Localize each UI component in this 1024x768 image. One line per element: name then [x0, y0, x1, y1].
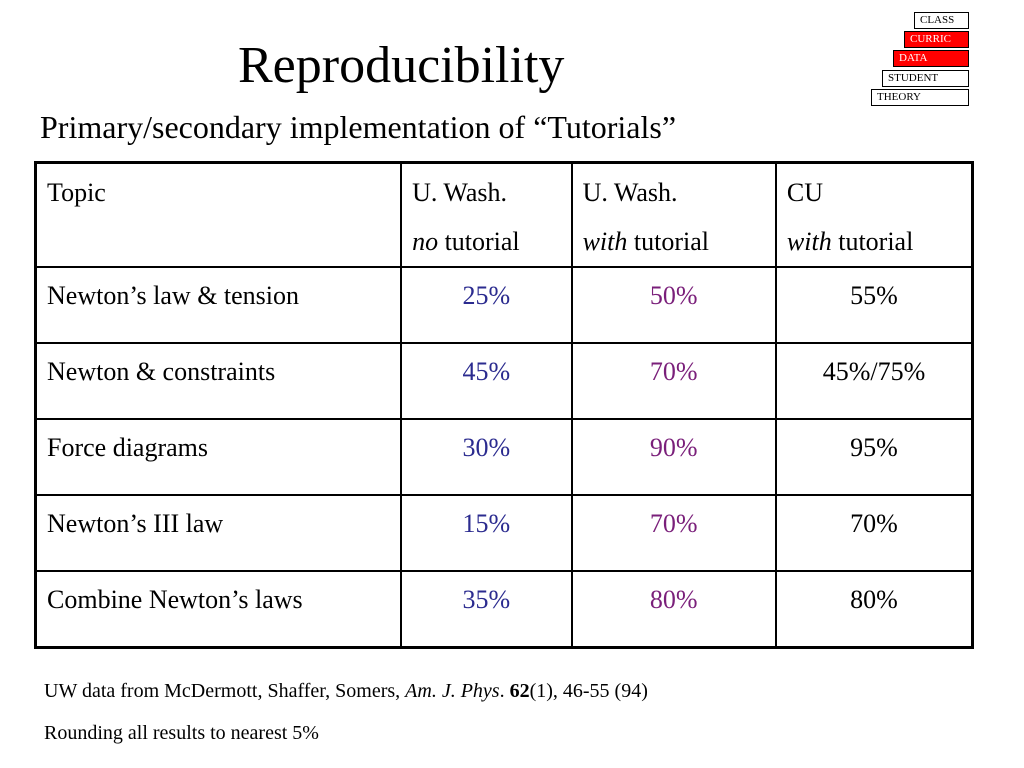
- table-row: [36, 419, 973, 495]
- citation-journal: Am. J. Phys: [405, 680, 500, 702]
- header-uw-no-rest: tutorial: [438, 227, 520, 256]
- cell-uw-with: 70%: [572, 495, 776, 571]
- cell-uw-with: 90%: [572, 419, 776, 495]
- citation-prefix: UW data from McDermott, Shaffer, Somers,: [44, 680, 406, 702]
- cell-cu-with: 70%: [776, 495, 973, 571]
- header-uw-no-em: no: [412, 227, 439, 256]
- nav-class-button[interactable]: CLASS: [914, 12, 969, 29]
- header-uw-with-line1: U. Wash.: [582, 178, 678, 207]
- header-uw-with-em: with: [582, 227, 628, 256]
- cell-cu-with: 95%: [776, 419, 973, 495]
- cell-cu-with: 80%: [776, 571, 973, 647]
- header-cu-with-line1: CU: [786, 178, 824, 207]
- header-uw-no-line1: U. Wash.: [412, 178, 507, 207]
- cell-topic: Force diagrams: [36, 419, 402, 495]
- cell-uw-no: 25%: [401, 267, 572, 343]
- table-row: [36, 571, 973, 647]
- nav-student-button[interactable]: STUDENT: [882, 70, 969, 87]
- nav-theory-button[interactable]: THEORY: [871, 89, 969, 106]
- cell-cu-with: 55%: [776, 267, 973, 343]
- citation-volume: 62: [509, 680, 530, 702]
- cell-topic: Newton & constraints: [36, 343, 402, 419]
- citation-dot: .: [499, 680, 510, 702]
- cell-topic: Newton’s law & tension: [36, 267, 402, 343]
- table-row: [36, 495, 973, 571]
- citation-rest: (1), 46-55 (94): [529, 680, 648, 702]
- header-uw-with-tutorial: [572, 163, 776, 268]
- results-table: [34, 161, 974, 649]
- cell-uw-no: 30%: [401, 419, 572, 495]
- nav-curric-button[interactable]: CURRIC: [904, 31, 969, 48]
- cell-uw-no: 35%: [401, 571, 572, 647]
- cell-topic: Newton’s III law: [36, 495, 402, 571]
- cell-uw-no: 45%: [401, 343, 572, 419]
- nav-data-button[interactable]: DATA: [893, 50, 969, 67]
- cell-uw-no: 15%: [401, 495, 572, 571]
- header-uw-no-tutorial: [401, 163, 572, 268]
- cell-topic: Combine Newton’s laws: [36, 571, 402, 647]
- header-cu-with-tutorial: [776, 163, 973, 268]
- cell-uw-with: 50%: [572, 267, 776, 343]
- table-row: [36, 267, 973, 343]
- cell-uw-with: 70%: [572, 343, 776, 419]
- header-uw-with-rest: tutorial: [627, 227, 709, 256]
- header-cu-with-em: with: [786, 227, 832, 256]
- page-subtitle: Primary/secondary implementation of “Tutorials”: [40, 109, 677, 145]
- table-header-row: [36, 163, 973, 268]
- citation-footnote: [44, 678, 648, 704]
- cell-uw-with: 80%: [572, 571, 776, 647]
- table-row: [36, 343, 973, 419]
- header-topic: Topic: [36, 163, 402, 268]
- page-title: Reproducibility: [238, 37, 565, 94]
- cell-cu-with: 45%/75%: [776, 343, 973, 419]
- rounding-note: Rounding all results to nearest 5%: [44, 722, 319, 744]
- header-cu-with-rest: tutorial: [831, 227, 914, 256]
